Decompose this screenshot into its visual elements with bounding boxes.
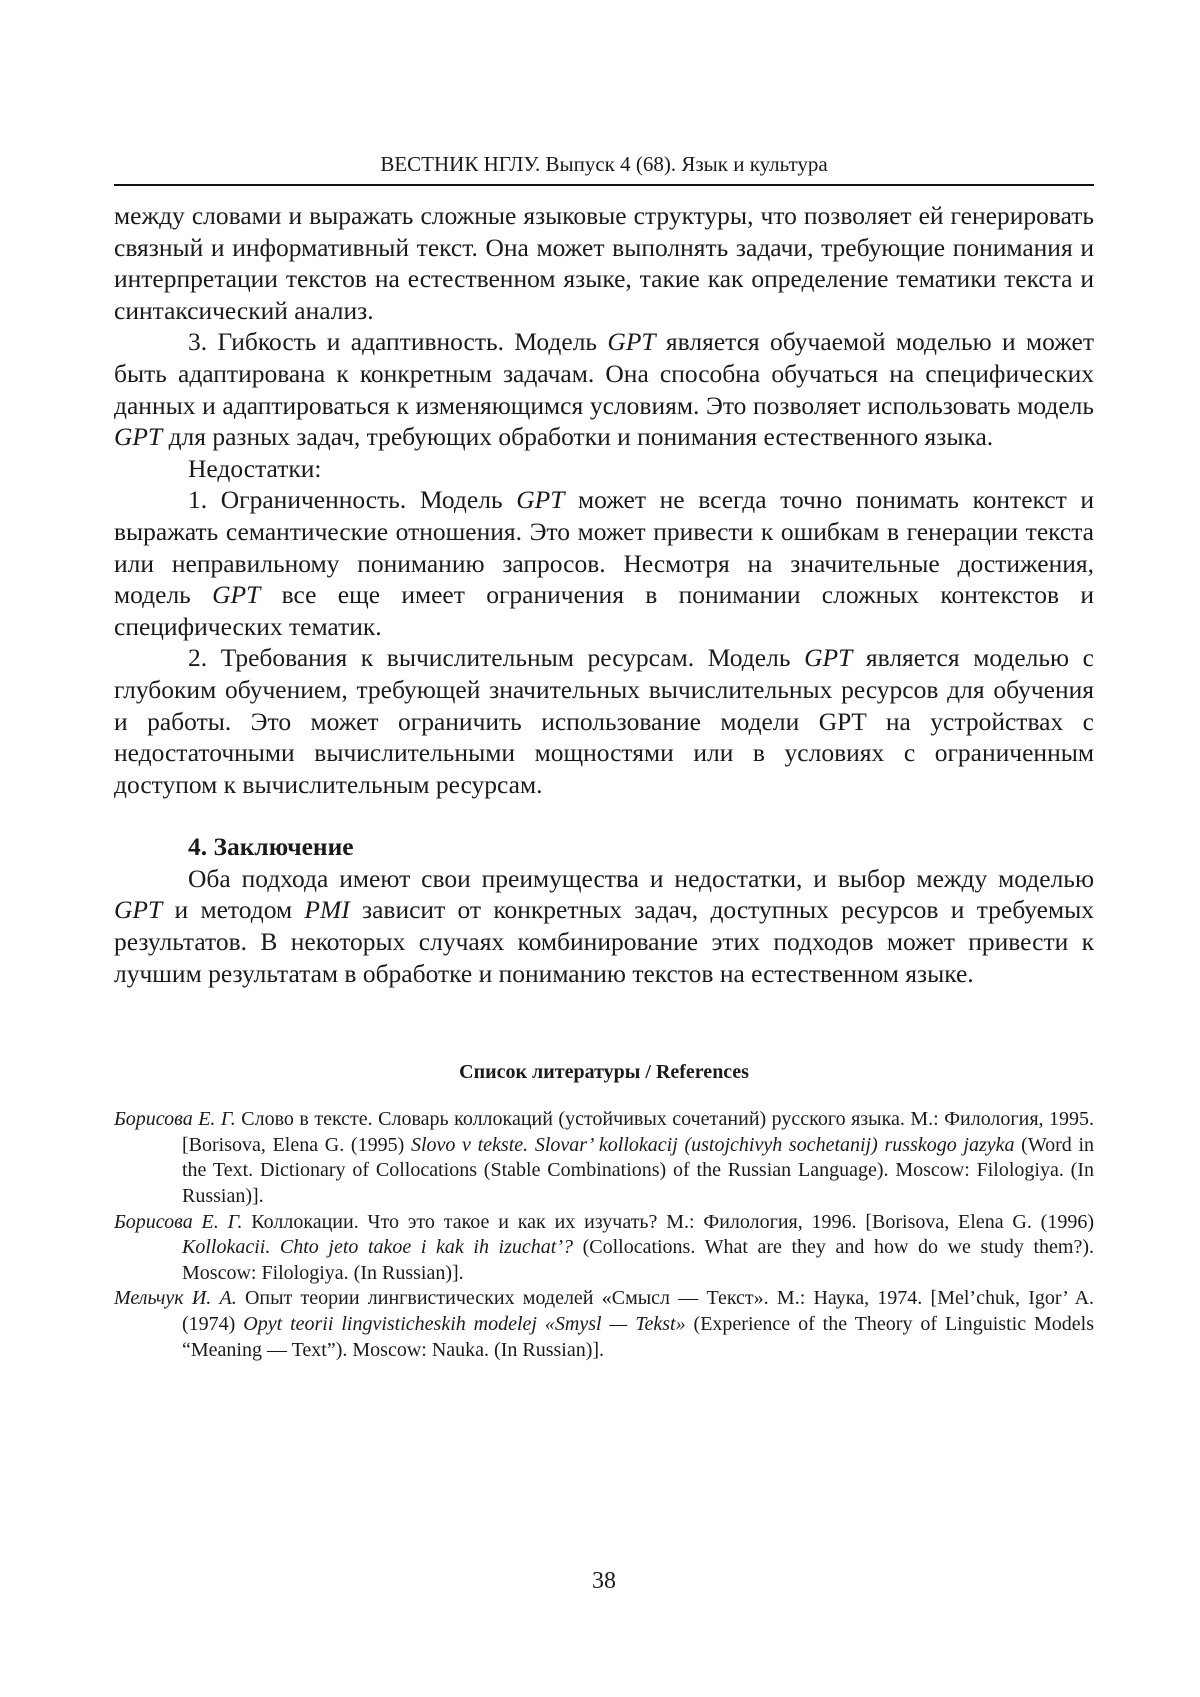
- conclusion-text: [114, 863, 1094, 989]
- paragraph-text: между словами и выражать сложные языковые структуры, что позволяет ей генерировать связный и информативный текст. Она может выполнять задачи, требующие понимания и интерпретации текстов на естественном языке, такие как определение тематики текста и синтаксический анализ.: [114, 201, 1094, 325]
- reference-item: [114, 1286, 1094, 1363]
- paragraph-continuation: [114, 200, 1094, 326]
- term-pmi: PMI: [304, 895, 350, 925]
- reference-title: Kollokacii. Chto jeto takoe i kak ih izuchat’?: [182, 1236, 573, 1259]
- term-gpt: GPT: [114, 422, 163, 452]
- paragraph-text: 3. Гибкость и адаптивность. Модель: [188, 327, 608, 357]
- paragraph-text: может не всегда точно понимать контекст и выражать семантические отношения. Это может привести к ошибкам в генерации текста или неправильному пониманию запросов. Несмотря на значительные достижения, модель: [114, 485, 1094, 610]
- reference-item: [114, 1107, 1094, 1209]
- main-text: [114, 200, 1094, 800]
- reference-text: Коллокации. Что это такое и как их изучать? М.: Филология, 1996. [Borisova, Elena G. (1996): [242, 1210, 1094, 1233]
- reference-text: (Collocations. What are they and how do we study them?). Moscow: Filologiya. (In Russian)].: [182, 1236, 1094, 1284]
- paragraph-text: является обучаемой моделью и может быть адаптирована к конкретным задачам. Она способна обучаться на специфических данных и адаптироваться к изменяющимся условиям. Это позволяет использовать модель: [114, 327, 1095, 420]
- paragraph-text: Оба подхода имеют свои преимущества и недостатки, и выбор между моделью: [188, 863, 1094, 893]
- paragraph-flexibility: [114, 326, 1094, 452]
- paragraph-limitation: [114, 484, 1094, 642]
- term-gpt: GPT: [114, 895, 163, 925]
- paragraph-text: является моделью с глубоким обучением, требующей значительных вычислительных ресурсов для обучения и работы. Это может ограничить использование модели GPT на устройствах с недостаточными вычислительными мощностями или в условиях с ограниченным доступом к вычислительным ресурсам.: [114, 643, 1094, 799]
- term-gpt: GPT: [212, 580, 261, 610]
- paragraph-resources: [114, 642, 1094, 800]
- reference-text: (Word in the Text. Dictionary of Collocations (Stable Combinations) of the Russian Language). Moscow: Filologiya. (In Russian)].: [182, 1133, 1095, 1208]
- paragraph-text: 1. Ограниченность. Модель: [188, 485, 517, 515]
- references-list: [114, 1107, 1094, 1363]
- reference-item: [114, 1210, 1094, 1287]
- journal-page: [114, 150, 1094, 1650]
- paragraph-text: все еще имеет ограничения в понимании сложных контекстов и специфических тематик.: [114, 580, 1094, 641]
- paragraph-text: зависит от конкретных задач, доступных ресурсов и требуемых результатов. В некоторых случаях комбинирование этих подходов может привести к лучшим результатам в обработке и пониманию текстов на естественном языке.: [114, 895, 1094, 988]
- paragraph-text: для разных задач, требующих обработки и понимания естественного языка.: [162, 422, 994, 452]
- page-number: 38: [592, 1568, 616, 1594]
- term-gpt: GPT: [804, 643, 853, 673]
- header-rule: [114, 184, 1094, 186]
- running-header: ВЕСТНИК НГЛУ. Выпуск 4 (68). Язык и культура: [380, 152, 828, 176]
- references-title: Список литературы / References: [459, 1061, 749, 1084]
- reference-author: Мельчук И. А.: [114, 1287, 237, 1310]
- reference-author: Борисова Е. Г.: [114, 1108, 236, 1131]
- reference-title: Slovo v tekste. Slovar’ kollokacij (ustojchivyh sochetanij) russkogo jazyka: [410, 1133, 1015, 1156]
- paragraph-text: 2. Требования к вычислительным ресурсам. Модель: [188, 643, 805, 673]
- reference-title: Opyt teorii lingvisticheskih modelej «Smysl — Tekst»: [243, 1313, 686, 1335]
- paragraph-text: и методом: [162, 895, 305, 925]
- reference-text: Опыт теории лингвистических моделей «Смысл — Текст». М.: Наука, 1974. [Mel’chuk, Igor’ A. (1974): [182, 1287, 1095, 1335]
- reference-text: Слово в тексте. Словарь коллокаций (устойчивых сочетаний) русского языка. М.: Филология, 1995. [Borisova, Elena G. (1995): [182, 1108, 1095, 1156]
- reference-author: Борисова Е. Г.: [114, 1210, 243, 1233]
- term-gpt: GPT: [607, 327, 656, 357]
- paragraph-drawbacks-label: [114, 453, 1094, 485]
- reference-text: (Experience of the Theory of Linguistic Models “Meaning — Text”). Moscow: Nauka. (In Russian)].: [182, 1313, 1095, 1361]
- paragraph-conclusion: [114, 863, 1094, 989]
- paragraph-text: Недостатки:: [188, 453, 322, 483]
- term-gpt: GPT: [516, 485, 565, 515]
- section-heading-conclusion: 4. Заключение: [188, 832, 354, 862]
